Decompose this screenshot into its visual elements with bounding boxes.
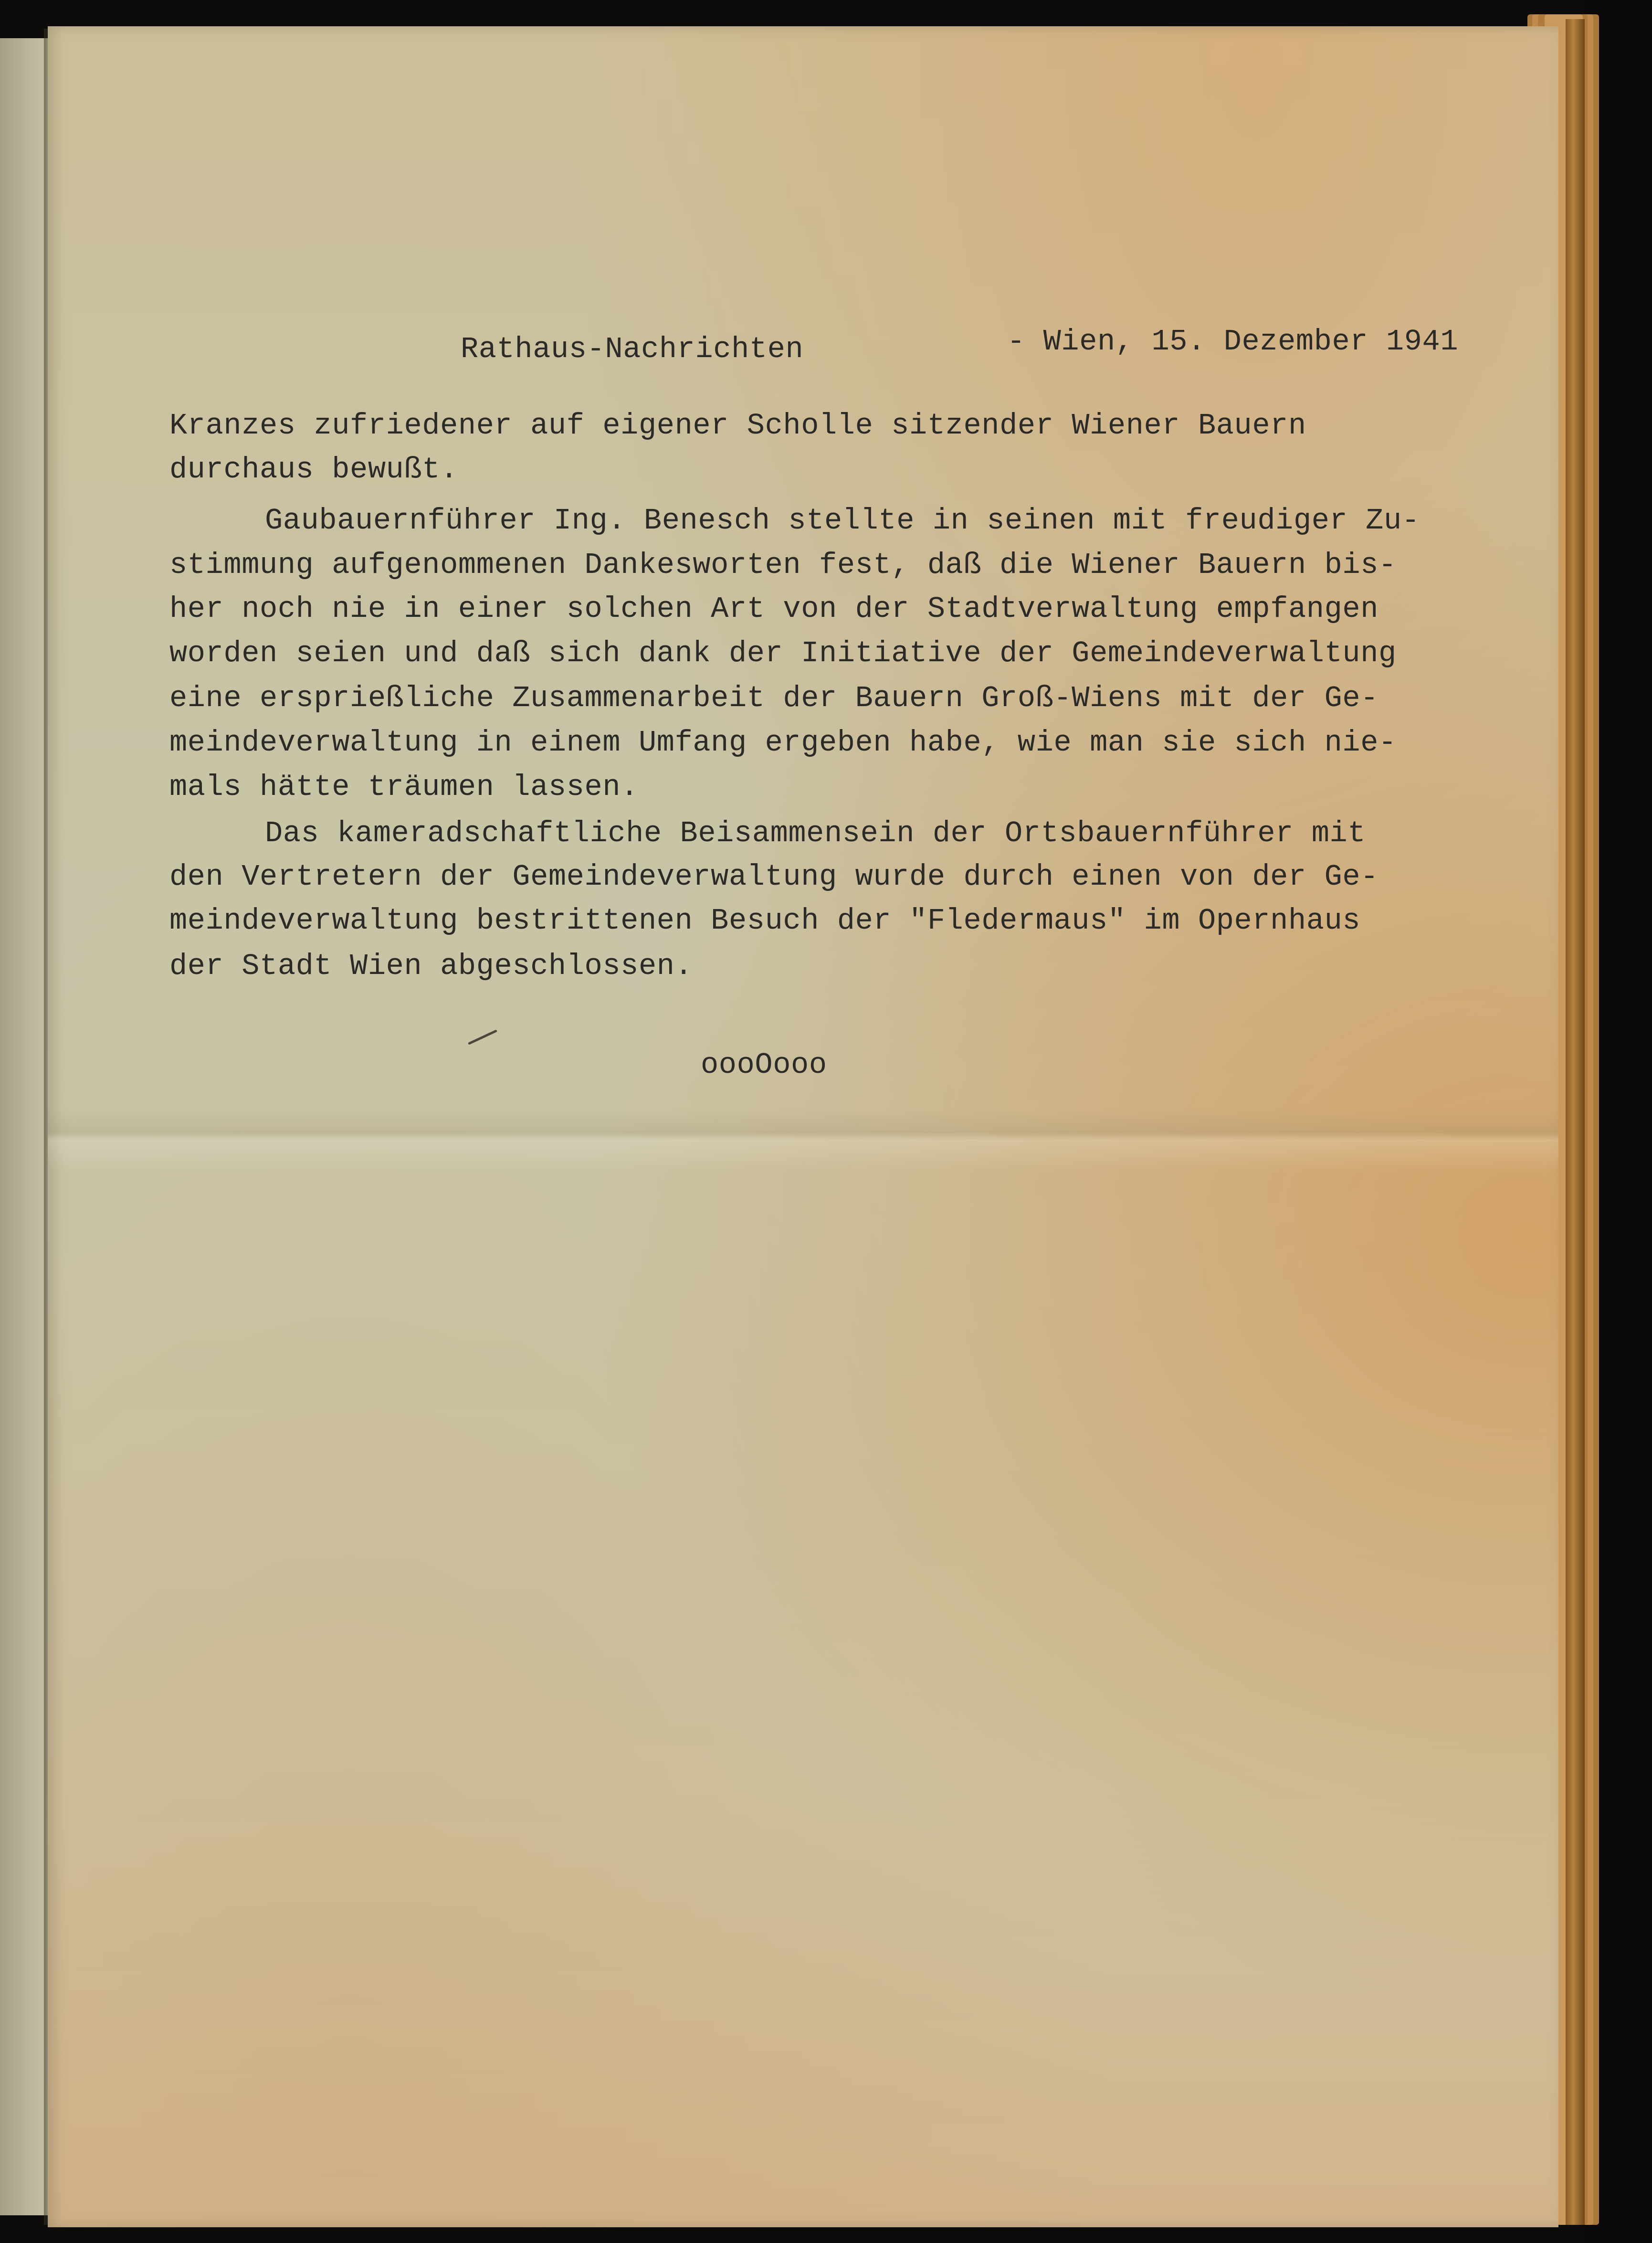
document-dateline: - Wien, 15. Dezember 1941 [1007,325,1459,359]
text-line: Kranzes zufriedener auf eigener Scholle sitzender Wiener Bauern [169,409,1306,443]
text-line: eine ersprießliche Zusammenarbeit der Bauern Groß-Wiens mit der Ge- [169,681,1379,715]
text-line: Gaubauernführer Ing. Benesch stellte in seinen mit freudiger Zu- [265,504,1420,538]
document-sheet [48,26,1558,2227]
text-line: der Stadt Wien abgeschlossen. [169,949,693,983]
text-line: mals hätte träumen lassen. [169,770,639,804]
text-line: durchaus bewußt. [169,453,458,487]
end-ornament: oooOooo [701,1048,827,1082]
text-line: den Vertretern der Gemeindeverwaltung wurde durch einen von der Ge- [169,860,1379,894]
text-line: worden seien und daß sich dank der Initiative der Gemeindeverwaltung [169,636,1397,670]
document-title: Rathaus-Nachrichten [461,332,804,366]
text-line: meindeverwaltung in einem Umfang ergeben habe, wie man sie sich nie- [169,726,1397,760]
pen-mark [468,1029,497,1045]
text-line: meindeverwaltung bestrittenen Besuch der "Fledermaus" im Opernhaus [169,904,1361,938]
paper-fold [48,1109,1558,1171]
text-line: her noch nie in einer solchen Art von der Stadtverwaltung empfangen [169,592,1379,626]
text-line: Das kameradschaftliche Beisammensein der Ortsbauernführer mit [265,816,1366,850]
text-line: stimmung aufgenommenen Dankesworten fest, daß die Wiener Bauern bis- [169,548,1397,582]
page-stack-strip [1566,19,1585,2225]
